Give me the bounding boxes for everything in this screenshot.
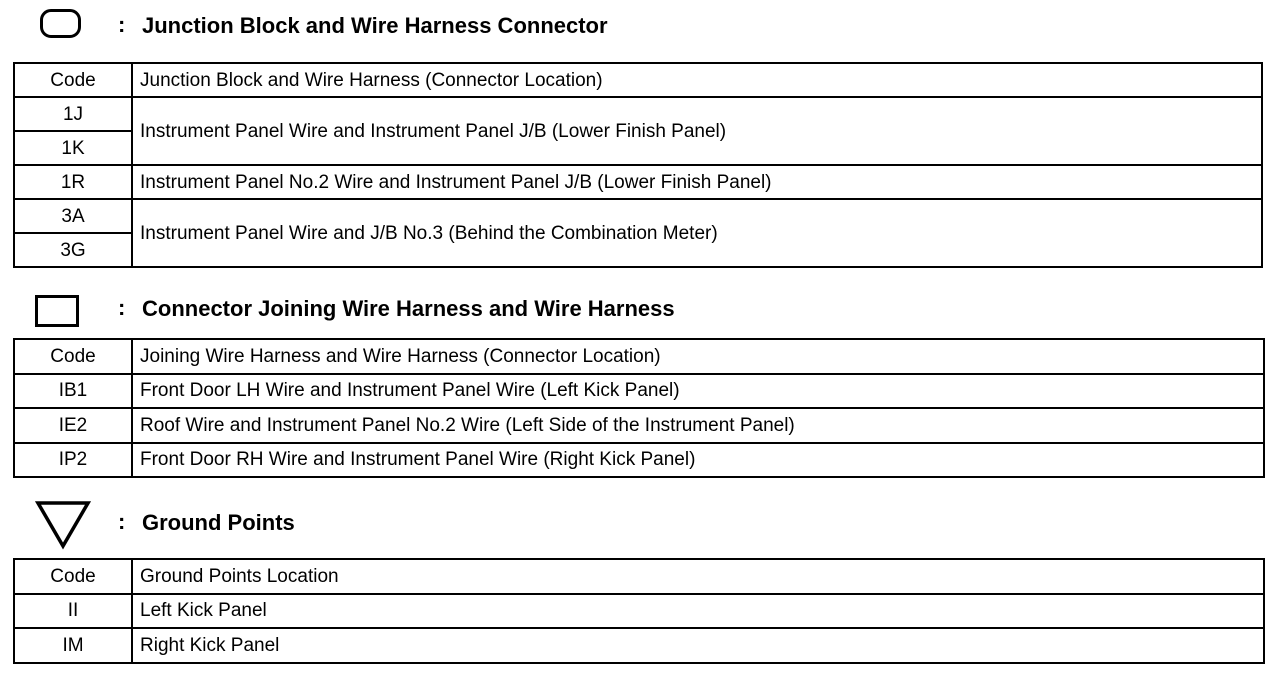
description-cell: Left Kick Panel (132, 594, 1264, 629)
description-cell: Instrument Panel Wire and Instrument Panel J/B (Lower Finish Panel) (132, 97, 1262, 165)
description-column-header: Ground Points Location (132, 559, 1264, 594)
ground-points-table (13, 558, 1265, 664)
ground-point-triangle-icon (35, 500, 91, 550)
code-cell: IE2 (14, 408, 132, 443)
description-cell: Front Door LH Wire and Instrument Panel Wire (Left Kick Panel) (132, 374, 1264, 409)
table-row (14, 443, 1264, 478)
section-title: Connector Joining Wire Harness and Wire Harness (142, 296, 675, 321)
table-header-row (14, 559, 1264, 594)
section-colon: : (118, 12, 126, 37)
section-title: Ground Points (142, 510, 295, 535)
description-column-header: Joining Wire Harness and Wire Harness (Connector Location) (132, 339, 1264, 374)
section-colon: : (118, 509, 126, 534)
code-cell: 3A (14, 199, 132, 233)
description-cell: Front Door RH Wire and Instrument Panel Wire (Right Kick Panel) (132, 443, 1264, 478)
junction-block-section-header (0, 0, 1280, 40)
code-cell: IM (14, 628, 132, 663)
code-cell: 1K (14, 131, 132, 165)
code-cell: 1J (14, 97, 132, 131)
description-cell: Right Kick Panel (132, 628, 1264, 663)
table-header-row (14, 63, 1262, 97)
code-column-header: Code (14, 63, 132, 97)
table-row (14, 408, 1264, 443)
section-colon: : (118, 295, 126, 320)
table-row (14, 628, 1264, 663)
code-cell: 1R (14, 165, 132, 199)
description-cell: Instrument Panel No.2 Wire and Instrument Panel J/B (Lower Finish Panel) (132, 165, 1262, 199)
ground-points-section-header (0, 497, 1280, 537)
wire-connector-table (13, 338, 1265, 478)
description-cell: Instrument Panel Wire and J/B No.3 (Behind the Combination Meter) (132, 199, 1262, 267)
code-column-header: Code (14, 559, 132, 594)
code-cell: IP2 (14, 443, 132, 478)
junction-block-table (13, 62, 1263, 268)
table-row (14, 374, 1264, 409)
code-cell: II (14, 594, 132, 629)
code-cell: IB1 (14, 374, 132, 409)
description-column-header: Junction Block and Wire Harness (Connector Location) (132, 63, 1262, 97)
code-column-header: Code (14, 339, 132, 374)
wire-harness-connector-icon (35, 295, 79, 327)
table-row (14, 594, 1264, 629)
code-cell: 3G (14, 233, 132, 267)
table-header-row (14, 339, 1264, 374)
table-row (14, 165, 1262, 199)
description-cell: Roof Wire and Instrument Panel No.2 Wire (Left Side of the Instrument Panel) (132, 408, 1264, 443)
section-title: Junction Block and Wire Harness Connector (142, 13, 608, 38)
wire-connector-section-header (0, 283, 1280, 323)
table-row (14, 97, 1262, 131)
junction-block-connector-icon (40, 9, 81, 38)
table-row (14, 199, 1262, 233)
